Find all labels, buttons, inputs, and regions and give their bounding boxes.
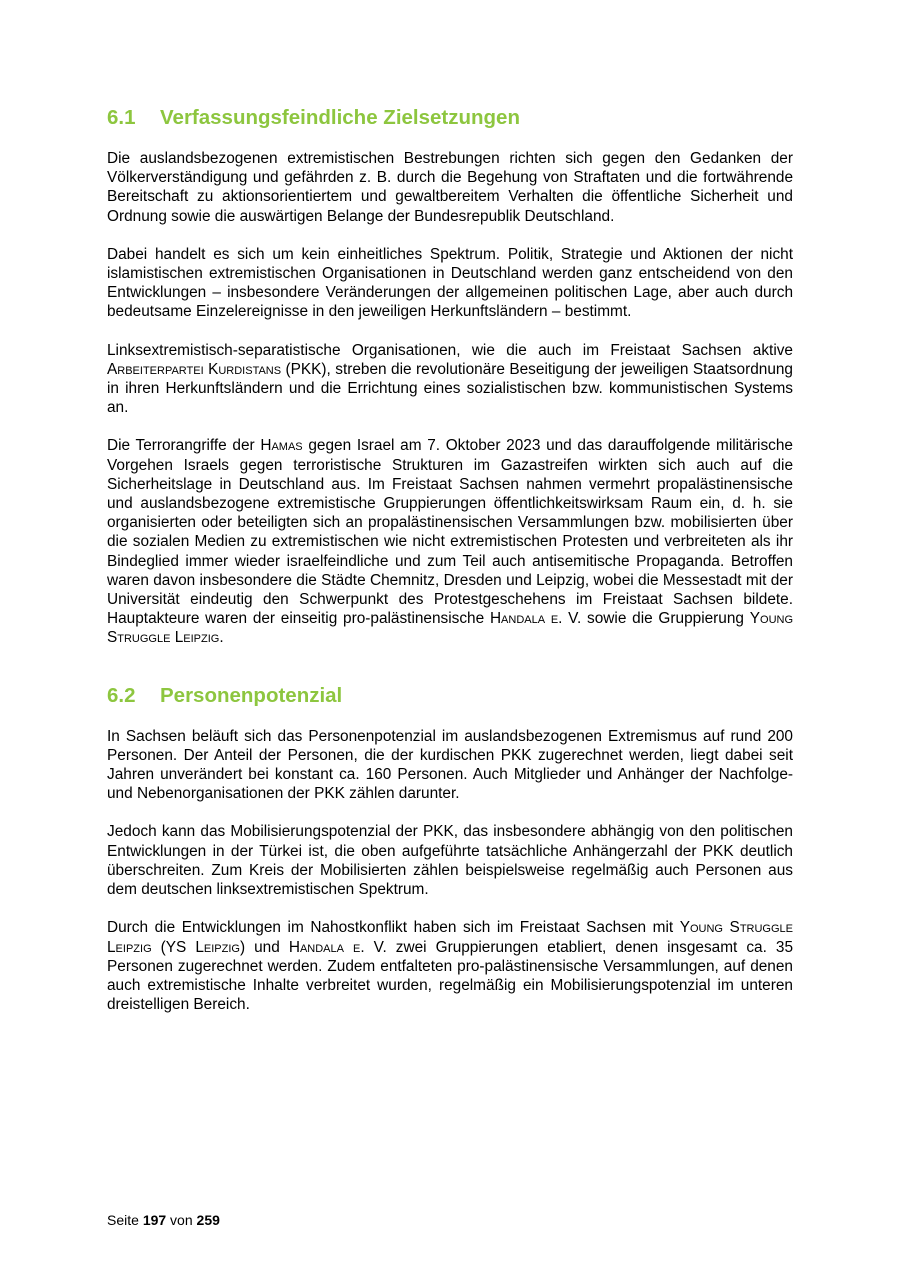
section-title: Verfassungsfeindliche Zielsetzungen xyxy=(160,106,520,129)
page-footer xyxy=(107,1212,220,1228)
text-run: . xyxy=(219,629,224,647)
paragraph: In Sachsen beläuft sich das Personenpotenzial im auslandsbezogenen Extremismus auf rund 200 Personen. Der Anteil der Personen, die der kurdischen PKK zugerechnet werden, liegt dabei seit Jahren unverändert bei konstant ca. 160 Personen. Auch Mitglieder und Anhänger der Nachfolge- und Nebenorganisationen der PKK zählen darunter. xyxy=(107,727,793,803)
organization-name: Young Struggle Leipzig xyxy=(107,919,793,956)
total-page-count: 259 xyxy=(196,1212,220,1228)
footer-separator: von xyxy=(166,1212,197,1228)
organization-name: Arbeiterpartei Kurdistans xyxy=(107,360,282,378)
organization-name: Handala e xyxy=(288,938,361,956)
footer-prefix: Seite xyxy=(107,1212,143,1228)
paragraph xyxy=(107,436,793,647)
document-page xyxy=(107,104,793,1014)
text-run: Linksextremistisch-separatistische Organisationen, wie die auch im Freistaat Sachsen aktive xyxy=(107,341,793,359)
organization-name: Handala e xyxy=(489,610,559,628)
section-number: 6.1 xyxy=(107,106,136,129)
text-run: (PKK), streben die revolutionäre Beseitigung der jeweiligen Staatsordnung in ihren Herkunftsländern und die Errichtung eines sozialistischen bzw. kommunistischen Systems an. xyxy=(107,360,793,417)
text-run: Durch die Entwicklungen im Nahostkonflikt haben sich im Freistaat Sachsen mit xyxy=(107,919,680,937)
section-heading xyxy=(107,682,793,710)
text-run: gegen Israel am 7. Oktober 2023 und das darauffolgende militärische Vorgehen Israels gegen terroristische Strukturen im Gazastreifen wirkten sich auch auf die Sicherheitslage in Deutschland aus. Im Freistaat Sachsen nahmen vermehrt propalästinensische und auslandsbezogene extremistische Gruppierungen öffentlichkeitswirksam Raum ein, d. h. sie organisierten oder beteiligten sich an propalästinensischen Versammlungen bzw. mobilisierten über die sozialen Medien zu extremistischen wie nicht extremistischen Protesten und verbreiteten als ihr Bindeglied immer wieder israelfeindliche und zum Teil auch antisemitische Propaganda. Betroffen waren davon insbesondere die Städte Chemnitz, Dresden und Leipzig, wobei die Messestadt mit der Universität eindeutig den Schwerpunkt des Protestgeschehens im Freistaat Sachsen bildete. Hauptakteure waren der einseitig pro-palästinensische xyxy=(107,437,793,628)
section-heading xyxy=(107,104,793,132)
paragraph: Die auslandsbezogenen extremistischen Bestrebungen richten sich gegen den Gedanken der Völkerverständigung und gefährden z. B. durch die Begehung von Straftaten und die fortwährende Bereitschaft zu aktionsorientiertem und gewaltbereitem Verhalten die öffentliche Sicherheit und Ordnung sowie die auswärtigen Belange der Bundesrepublik Deutschland. xyxy=(107,150,793,225)
section-title: Personenpotenzial xyxy=(160,683,343,707)
text-run: (YS xyxy=(151,938,196,956)
text-run: ) und xyxy=(239,938,289,956)
paragraph xyxy=(107,341,793,418)
organization-name: Leipzig xyxy=(195,938,240,956)
text-run: Die Terrorangriffe der xyxy=(107,437,261,455)
paragraph: Dabei handelt es sich um kein einheitliches Spektrum. Politik, Strategie und Aktionen der nicht islamistischen extremistischen Organisationen in Deutschland werden ganz entscheidend von den Entwicklungen – insbesondere Veränderungen der allgemeinen politischen Lage, aber auch durch bedeutsame Einzelereignisse in den jeweiligen Herkunftsländern – bestimmt. xyxy=(107,245,793,321)
current-page-number: 197 xyxy=(142,1212,167,1228)
text-run: . V. sowie die Gruppierung xyxy=(558,610,750,628)
text-run: . V. zwei Gruppierungen etabliert, denen insgesamt ca. 35 Personen zugerechnet werden. Zudem entfalteten pro-palästinensische Versammlungen, auf denen auch extremistische Inhalte verbreitet wurden, regelmäßig ein Mobilisierungspotenzial im unteren dreistelligen Bereich. xyxy=(107,938,794,1014)
paragraph: Jedoch kann das Mobilisierungspotenzial der PKK, das insbesondere abhängig von den politischen Entwicklungen in der Türkei ist, die oben aufgeführte tatsächliche Anhängerzahl der PKK deutlich überschreiten. Zum Kreis der Mobilisierten zählen beispielsweise regelmäßig auch Personen aus dem deutschen linksextremistischen Spektrum. xyxy=(107,823,793,899)
organization-name: Hamas xyxy=(260,437,303,455)
section-number: 6.2 xyxy=(107,683,136,707)
section-6-1 xyxy=(107,104,793,648)
paragraph xyxy=(107,918,793,1014)
section-6-2 xyxy=(107,682,793,1015)
organization-name: Young Struggle Leipzig xyxy=(107,610,794,647)
